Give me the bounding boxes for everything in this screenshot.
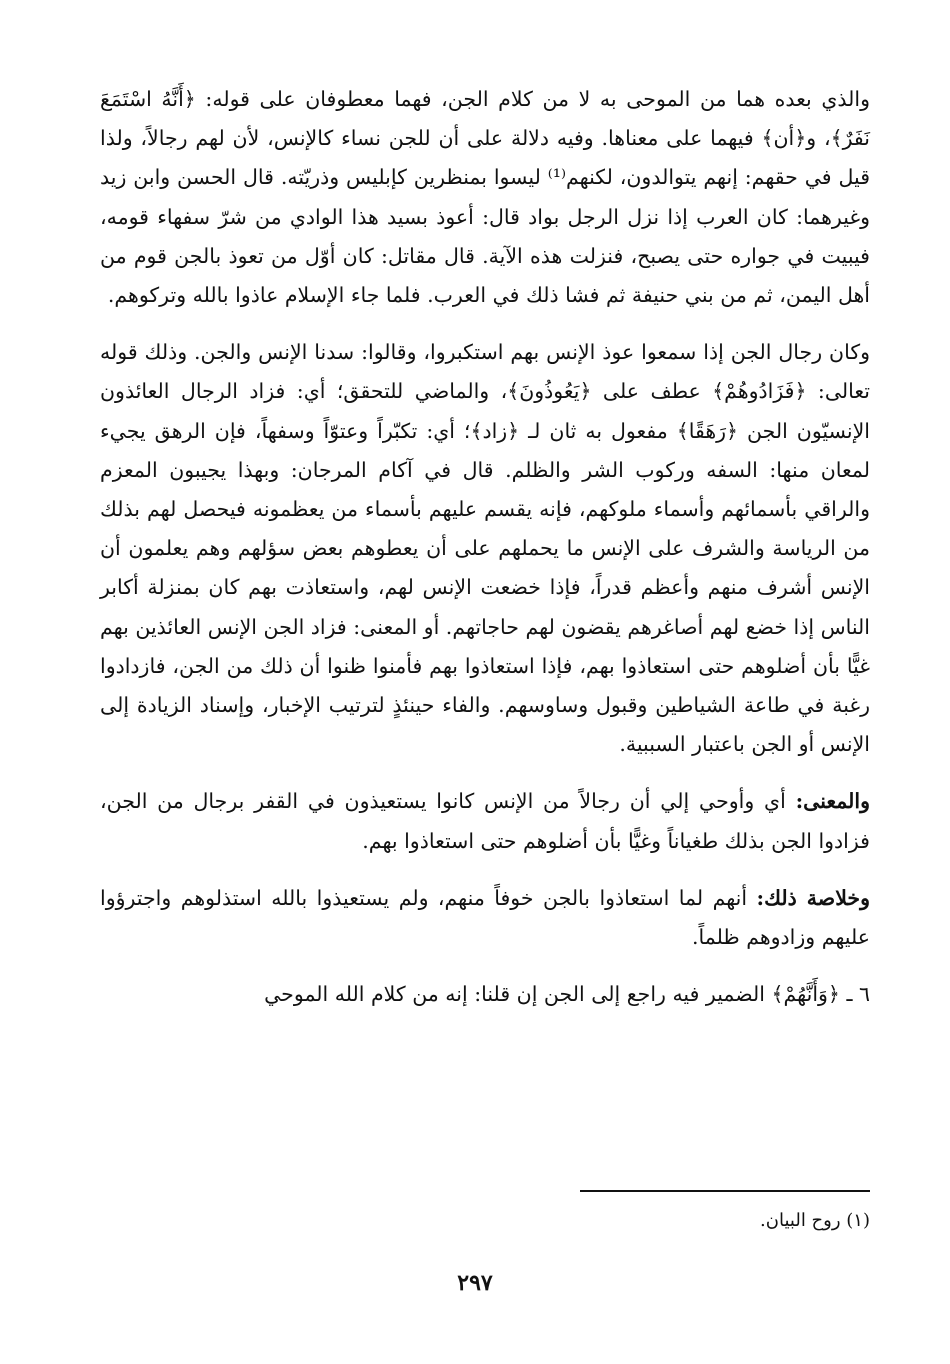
paragraph-4 — [100, 879, 870, 957]
paragraph-2-text: وكان رجال الجن إذا سمعوا عوذ الإنس بهم استكبروا، وقالوا: سدنا الإنس والجن. وذلك قوله تعالى: ﴿فَزَادُوهُمْ﴾ عطف على ﴿يَعُوذُونَ﴾، والماضي للتحقق؛ أي: فزاد الرجال العائذون الإنسيّون الجن ﴿رَهَقًا﴾ مفعول به ثان لـ ﴿زاد﴾؛ أي: تكبّراً وعتوّاً وسفهاً، فإن الرهق يجيء لمعان منها: السفه وركوب الشر والظلم. قال في آكام المرجان: وبهذا يجيبون المعزم والراقي بأسمائهم وأسماء ملوكهم، فإنه يقسم عليهم بأسماء من يعظمونه فيحصل لهم بذلك من الرياسة والشرف على الإنس ما يحملهم على أن يعطوهم بعض سؤلهم وهم يعلمون أن الإنس أشرف منهم وأعظم قدراً، فإذا خضعت الإنس لهم، واستعاذت بهم كان بمنزلة أكابر الناس إذا خضع لهم أصاغرهم يقضون لهم حاجاتهم. أو المعنى: فزاد الجن الإنس العائذين بهم غيًّا بأن أضلوهم حتى استعاذوا بهم، فإذا استعاذوا بهم فأمنوا ظنوا أن ذلك من الجن، فازدادوا رغبة في طاعة الشياطين وقبول وساوسهم. والفاء حينئذٍ لترتيب الإخبار، وإسناد الزيادة إلى الإنس أو الجن باعتبار السببية. — [100, 340, 870, 757]
paragraph-3 — [100, 782, 870, 860]
paragraph-1 — [100, 80, 870, 315]
paragraph-4-text: أنهم لما استعاذوا بالجن خوفاً منهم، ولم يستعيذوا بالله استذلوهم واجترؤوا عليهم وزادوهم ظلماً. — [100, 885, 870, 950]
paragraph-5-text: ٦ ـ ﴿وَأَنَّهُمْ﴾ الضمير فيه راجع إلى الجن إن قلنا: إنه من كلام الله الموحي — [264, 982, 870, 1007]
paragraph-1-text: والذي بعده هما من الموحى به لا من كلام الجن، فهما معطوفان على قوله: ﴿أَنَّهُ اسْتَمَعَ نَفَرٌ﴾، و﴿أن﴾ فيهما على معناها. وفيه دلالة على أن للجن نساء كالإنس، لأن لهم رجالاً، ولذا قيل في حقهم: إنهم يتوالدون، لكنهم⁽¹⁾ ليسوا بمنظرين كإبليس وذريّته. قال الحسن وابن زيد وغيرهما: كان العرب إذا نزل الرجل بواد قال: أعوذ بسيد هذا الوادي من شرّ سفهاء قومه، فيبيت في جواره حتى يصبح، فنزلت هذه الآية. قال مقاتل: كان أوّل من تعوذ بالجن قوم من أهل اليمن، ثم من بني حنيفة ثم فشا ذلك في العرب. فلما جاء الإسلام عاذوا بالله وتركوهم. — [100, 87, 870, 308]
main-text — [100, 80, 870, 1014]
footnote-divider — [580, 1190, 870, 1192]
footnote: (١) روح البيان. — [760, 1210, 870, 1231]
paragraph-3-lead: والمعنى: — [795, 789, 870, 814]
paragraph-3-text: أي وأوحي إلي أن رجالاً من الإنس كانوا يستعيذون في القفر برجال من الجن، فزادوا الجن بذلك طغياناً وغيًّا بأن أضلوهم حتى استعاذوا بهم. — [100, 789, 870, 853]
paragraph-4-lead: وخلاصة ذلك: — [756, 885, 870, 910]
paragraph-2 — [100, 333, 870, 764]
paragraph-5 — [100, 975, 870, 1014]
page-number: ٢٩٧ — [457, 1270, 493, 1296]
